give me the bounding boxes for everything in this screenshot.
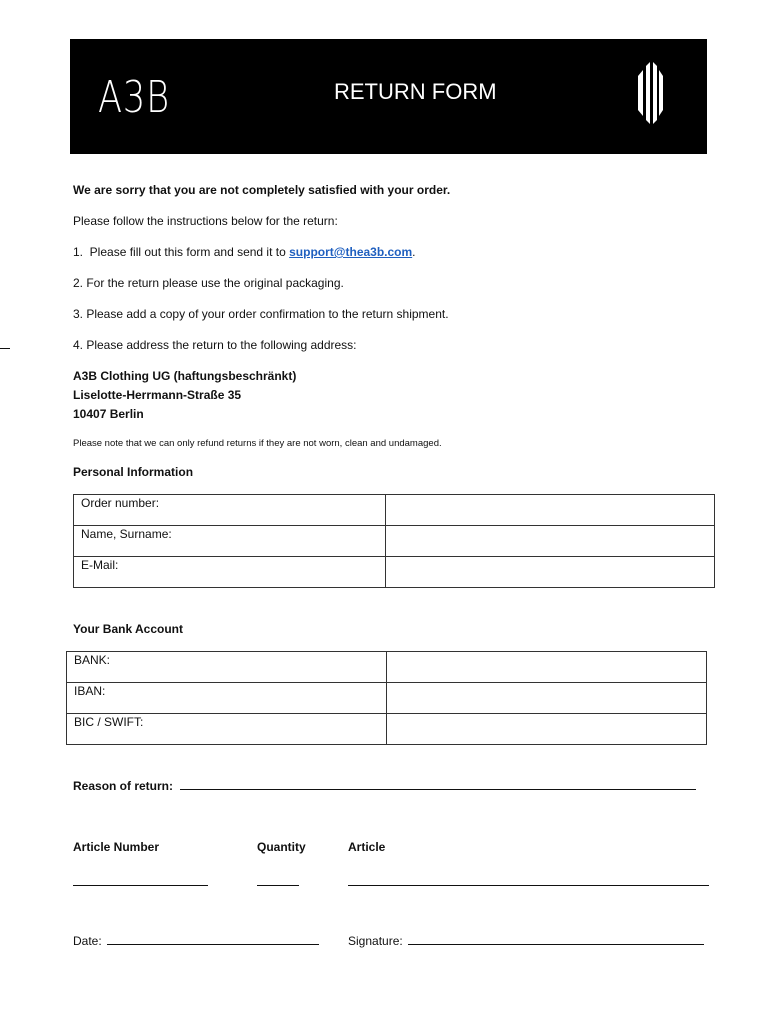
table-row — [67, 683, 707, 714]
table-row — [74, 526, 715, 557]
table-row — [74, 495, 715, 526]
reason-input-line[interactable] — [180, 777, 696, 790]
name-surname-label: Name, Surname: — [74, 526, 386, 557]
signature-label: Signature: — [348, 934, 403, 948]
article-number-input-line[interactable] — [73, 873, 208, 886]
personal-info-heading: Personal Information — [73, 465, 194, 479]
page-title: RETURN FORM — [334, 79, 497, 104]
table-row — [67, 714, 707, 745]
instruction-step-4: 4. Please address the return to the following address: — [73, 338, 357, 352]
brand-mark-icon — [636, 62, 664, 124]
bic-swift-label: BIC / SWIFT: — [67, 714, 387, 745]
bic-swift-field[interactable] — [387, 714, 707, 745]
apology-text: We are sorry that you are not completely satisfied with your order. — [73, 183, 451, 197]
a3b-logo: A3B — [98, 72, 170, 123]
table-row — [74, 557, 715, 588]
instruction-step-3: 3. Please add a copy of your order confirmation to the return shipment. — [73, 307, 449, 321]
step1-suffix: . — [412, 245, 416, 259]
quantity-input-line[interactable] — [257, 873, 299, 886]
order-number-label: Order number: — [74, 495, 386, 526]
instructions-intro: Please follow the instructions below for the return: — [73, 214, 338, 228]
bank-field[interactable] — [387, 652, 707, 683]
reason-row — [73, 777, 696, 794]
iban-label: IBAN: — [67, 683, 387, 714]
header-banner — [70, 39, 707, 154]
table-row — [67, 652, 707, 683]
date-input-line[interactable] — [107, 932, 319, 945]
instruction-step-2: 2. For the return please use the original packaging. — [73, 276, 344, 290]
date-row — [73, 932, 319, 949]
address-line-3: 10407 Berlin — [73, 407, 144, 421]
support-email-link[interactable]: support@thea3b.com — [289, 245, 413, 259]
step1-text: 1. Please fill out this form and send it to — [73, 245, 290, 259]
address-line-1: A3B Clothing UG (haftungsbeschränkt) — [73, 369, 297, 383]
bank-account-heading: Your Bank Account — [73, 622, 184, 636]
email-field[interactable] — [386, 557, 715, 588]
article-number-header: Article Number — [73, 840, 160, 854]
signature-input-line[interactable] — [408, 932, 704, 945]
refund-note: Please note that we can only refund returns if they are not worn, clean and undamaged. — [73, 438, 442, 449]
article-input-line[interactable] — [348, 873, 709, 886]
bank-account-table — [66, 651, 707, 745]
email-label: E-Mail: — [74, 557, 386, 588]
reason-label: Reason of return: — [73, 779, 174, 793]
signature-row — [348, 932, 704, 949]
instruction-step-1 — [73, 244, 416, 260]
name-surname-field[interactable] — [386, 526, 715, 557]
date-label: Date: — [73, 934, 102, 948]
iban-field[interactable] — [387, 683, 707, 714]
margin-mark — [0, 348, 10, 349]
quantity-header: Quantity — [257, 840, 306, 854]
personal-info-table — [73, 494, 715, 588]
article-header: Article — [348, 840, 386, 854]
address-line-2: Liselotte-Herrmann-Straße 35 — [73, 388, 242, 402]
order-number-field[interactable] — [386, 495, 715, 526]
bank-label: BANK: — [67, 652, 387, 683]
